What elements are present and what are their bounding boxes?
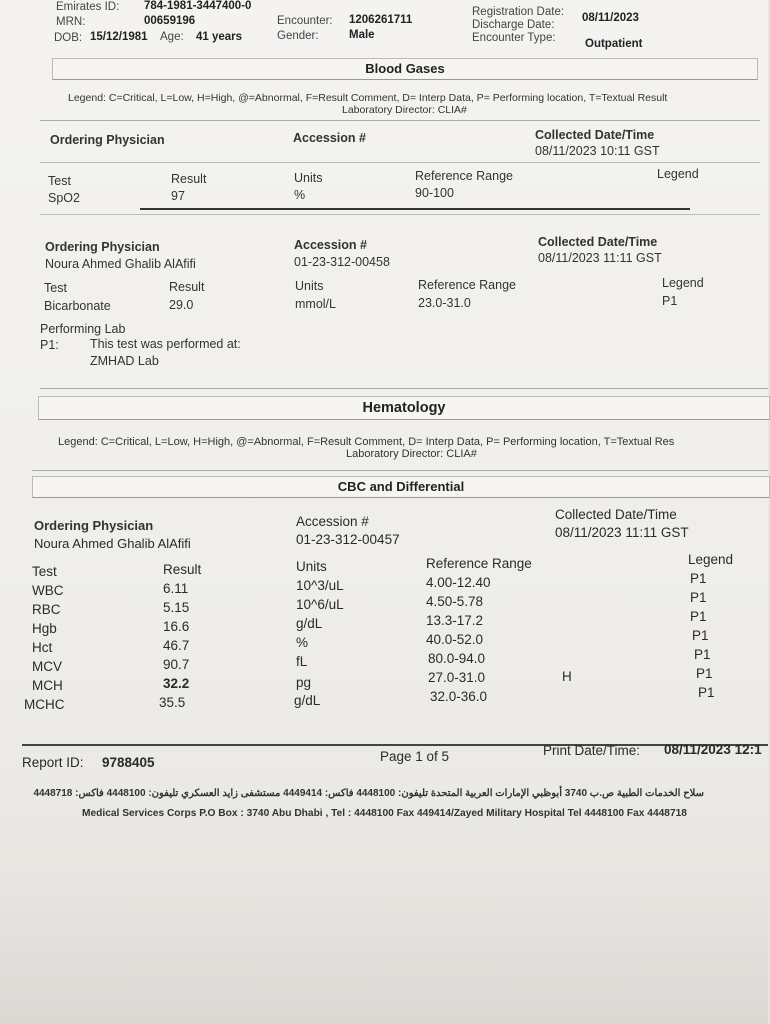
- legend-bicarbonate: P1: [662, 294, 678, 308]
- divider: [40, 162, 760, 163]
- hematology-legend: Legend: C=Critical, L=Low, H=High, @=Abnormal, F=Result Comment, D= Interp Data, P= Performing location, T=Textual Res: [58, 436, 675, 448]
- page-number: Page 1 of 5: [380, 749, 450, 764]
- col-result-header: Result: [171, 172, 207, 186]
- hematology-director: Laboratory Director: CLIA#: [346, 448, 477, 460]
- units-wbc: 10^3/uL: [296, 578, 344, 593]
- legend-mcv: P1: [694, 647, 711, 662]
- age-label: Age:: [160, 31, 184, 43]
- col-range-header: Reference Range: [426, 556, 532, 571]
- legend-mchc: P1: [698, 685, 715, 700]
- arabic-address-line: سلاح الخدمات الطبية ص.ب 3740 أبوظبي الإمارات العربية المتحدة تليفون: 4448100 فاكس: 4449414 مستشفى زايد العسكري تليفون: 4448100 فاكس: 4448718: [33, 788, 704, 799]
- collected-label: Collected Date/Time: [538, 235, 658, 249]
- encounter-label: Encounter:: [277, 15, 333, 27]
- test-bicarbonate: Bicarbonate: [44, 299, 111, 313]
- legend-hct: P1: [692, 628, 709, 643]
- mrn-value: 00659196: [144, 15, 196, 27]
- divider: [32, 470, 768, 471]
- range-mch: 27.0-31.0: [428, 670, 486, 685]
- col-units-header: Units: [294, 171, 323, 185]
- performing-lab-label: Performing Lab: [40, 322, 126, 336]
- units-bicarbonate: mmol/L: [295, 297, 336, 311]
- encounter-type-label: Encounter Type:: [472, 32, 556, 44]
- collected-value: 08/11/2023 11:11 GST: [538, 251, 662, 265]
- result-mcv: 90.7: [163, 657, 190, 672]
- col-units-header: Units: [296, 559, 327, 574]
- dob-value: 15/12/1981: [90, 31, 148, 43]
- ordering-physician-value: Noura Ahmed Ghalib AlAfifi: [34, 536, 191, 551]
- mrn-label: MRN:: [56, 16, 86, 28]
- divider: [140, 208, 690, 210]
- legend-mch: P1: [696, 666, 713, 681]
- result-bicarbonate: 29.0: [169, 298, 194, 312]
- gender-label: Gender:: [277, 30, 319, 42]
- flag-mch: H: [562, 669, 572, 684]
- ordering-physician-label: Ordering Physician: [34, 518, 154, 533]
- p1-text: This test was performed at:: [90, 337, 241, 351]
- print-date-label: Print Date/Time:: [543, 743, 641, 758]
- registration-value: 08/11/2023: [582, 12, 639, 24]
- accession-value: 01-23-312-00457: [296, 532, 400, 547]
- page-shadow: [0, 860, 768, 1024]
- col-legend-header: Legend: [688, 552, 734, 567]
- col-units-header: Units: [295, 279, 324, 293]
- range-wbc: 4.00-12.40: [426, 575, 491, 590]
- divider: [40, 214, 760, 215]
- ordering-physician-label: Ordering Physician: [50, 133, 165, 147]
- accession-label: Accession #: [293, 131, 366, 145]
- discharge-label: Discharge Date:: [472, 19, 555, 31]
- col-test-header: Test: [44, 281, 67, 295]
- cbc-title: CBC and Differential: [337, 479, 465, 494]
- print-date-value: 08/11/2023 12:1: [664, 742, 762, 757]
- result-hgb: 16.6: [163, 619, 190, 634]
- test-hgb: Hgb: [32, 621, 57, 636]
- result-mch: 32.2: [163, 676, 190, 691]
- units-hgb: g/dL: [296, 616, 323, 631]
- collected-value: 08/11/2023 10:11 GST: [535, 144, 660, 158]
- divider: [40, 120, 760, 121]
- hematology-title: Hematology: [362, 400, 446, 416]
- col-range-header: Reference Range: [418, 278, 516, 292]
- result-rbc: 5.15: [163, 600, 190, 615]
- test-mcv: MCV: [32, 659, 62, 674]
- test-wbc: WBC: [32, 583, 64, 598]
- collected-label: Collected Date/Time: [555, 507, 677, 522]
- encounter-type-value: Outpatient: [585, 38, 643, 50]
- range-rbc: 4.50-5.78: [426, 594, 484, 609]
- collected-value: 08/11/2023 11:11 GST: [555, 525, 689, 540]
- blood-gases-legend: Legend: C=Critical, L=Low, H=High, @=Abnormal, F=Result Comment, D= Interp Data, P= Performing location, T=Textual Result: [68, 92, 668, 104]
- range-mchc: 32.0-36.0: [430, 689, 488, 704]
- col-test-header: Test: [48, 174, 71, 188]
- age-value: 41 years: [196, 31, 243, 43]
- col-result-header: Result: [169, 280, 205, 294]
- col-test-header: Test: [32, 564, 57, 579]
- ordering-physician-label: Ordering Physician: [45, 240, 160, 254]
- units-mch: pg: [296, 675, 312, 690]
- blood-gases-header: [52, 58, 758, 80]
- p1-lab: ZMHAD Lab: [90, 354, 159, 368]
- result-mchc: 35.5: [159, 695, 186, 710]
- legend-rbc: P1: [690, 590, 707, 605]
- range-hgb: 13.3-17.2: [426, 613, 484, 628]
- col-range-header: Reference Range: [415, 169, 513, 183]
- range-bicarbonate: 23.0-31.0: [418, 296, 471, 310]
- test-mchc: MCHC: [24, 697, 65, 712]
- col-legend-header: Legend: [662, 276, 704, 290]
- result-wbc: 6.11: [163, 581, 189, 596]
- result-spo2: 97: [171, 189, 185, 203]
- registration-label: Registration Date:: [472, 6, 565, 18]
- ordering-physician-value: Noura Ahmed Ghalib AlAfifi: [45, 257, 196, 271]
- test-mch: MCH: [32, 678, 63, 693]
- blood-gases-director: Laboratory Director: CLIA#: [342, 104, 467, 116]
- emirates-id-label: Emirates ID:: [56, 1, 120, 13]
- range-mcv: 80.0-94.0: [428, 651, 486, 666]
- units-spo2: %: [294, 188, 306, 202]
- units-hct: %: [296, 635, 309, 650]
- collected-label: Collected Date/Time: [535, 128, 655, 142]
- gender-value: Male: [349, 29, 375, 41]
- blood-gases-title: Blood Gases: [365, 61, 445, 76]
- divider: [22, 744, 768, 746]
- emirates-id-value: 784-1981-3447400-0: [144, 0, 252, 12]
- accession-label: Accession #: [296, 514, 369, 529]
- p1-label: P1:: [40, 338, 59, 352]
- units-rbc: 10^6/uL: [296, 597, 344, 612]
- units-mcv: fL: [296, 654, 308, 669]
- col-legend-header: Legend: [657, 167, 699, 181]
- report-id-label: Report ID:: [22, 755, 84, 770]
- test-hct: Hct: [32, 640, 53, 655]
- test-spo2: SpO2: [48, 191, 80, 205]
- units-mchc: g/dL: [294, 693, 321, 708]
- test-rbc: RBC: [32, 602, 61, 617]
- result-hct: 46.7: [163, 638, 190, 653]
- divider: [40, 388, 768, 389]
- english-address-line: Medical Services Corps P.O Box : 3740 Abu Dhabi , Tel : 4448100 Fax 449414/Zayed Military Hospital Tel 4448100 Fax 4448718: [82, 808, 687, 819]
- legend-hgb: P1: [690, 609, 707, 624]
- legend-wbc: P1: [690, 571, 707, 586]
- range-hct: 40.0-52.0: [426, 632, 484, 647]
- col-result-header: Result: [163, 562, 202, 577]
- report-id-value: 9788405: [102, 755, 155, 770]
- accession-value: 01-23-312-00458: [294, 255, 390, 269]
- cbc-header: [32, 476, 770, 498]
- accession-label: Accession #: [294, 238, 367, 252]
- encounter-value: 1206261711: [349, 14, 413, 26]
- dob-label: DOB:: [54, 32, 83, 44]
- range-spo2: 90-100: [415, 186, 454, 200]
- hematology-header: [38, 396, 770, 420]
